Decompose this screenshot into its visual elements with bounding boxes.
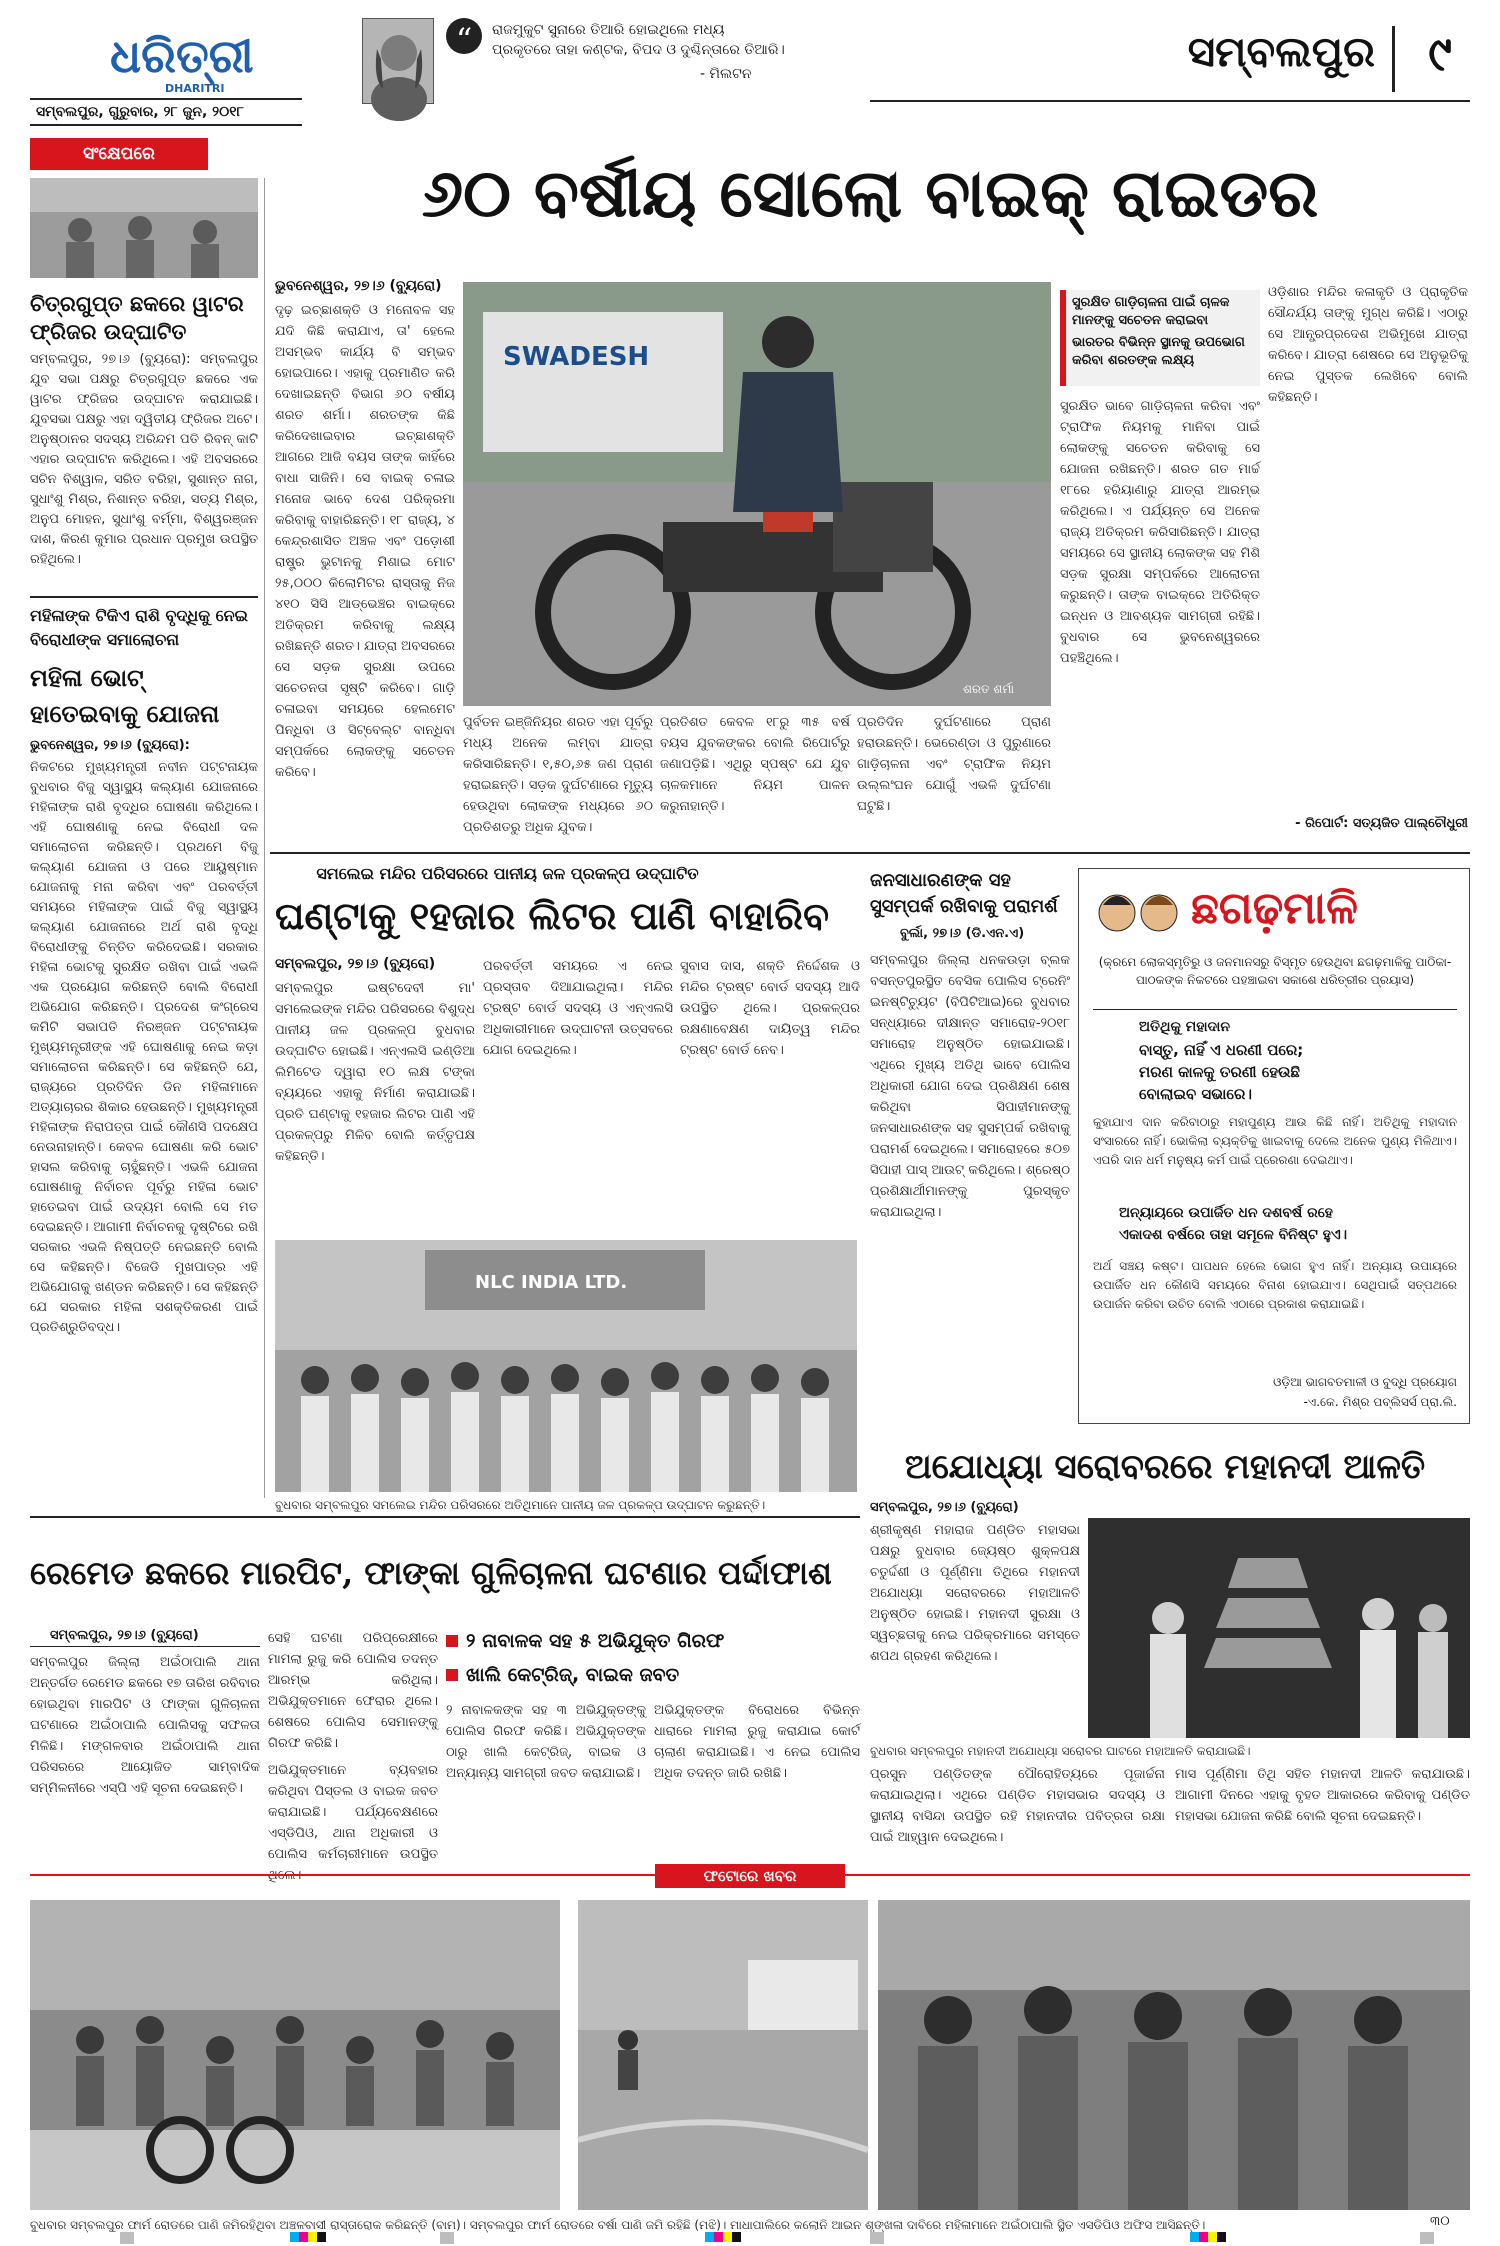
quote-portrait — [362, 18, 434, 104]
water-photo-caption: ବୁଧବାର ସମ୍ବଲପୁର ସମଲେଇ ମନ୍ଦିର ପରିସରରେ ଅତିଥିମାନେ ପାନୀୟ ଜଳ ପ୍ରକଳ୍ପ ଉଦ୍‌ଘାଟନ କରୁଛନ୍ତି। — [275, 1498, 766, 1512]
women-protest-photo-image — [878, 1900, 1470, 2210]
column-credit1: ଓଡ଼ିଆ ଭାଗବତମାଳୀ ଓ ବୁଦ୍ଧି ପ୍ରୟୋଗ — [1273, 1375, 1457, 1389]
photo-news-caption: ବୁଧବାର ସମ୍ବଲପୁର ଫାର୍ମ ରୋଡରେ ପାଣି ଜମିରହିଥିବା ଅଞ୍ଚଳବାସୀ ରାସ୍ତାରୋକ କରିଛନ୍ତି (ବାମ)। ସମ୍ବଲପୁର ଫାର୍ମ ରୋଡରେ ବର୍ଷା ପାଣି ଜମି ରହିଛି (ମଝି)। ମାଧାପାଲିରେ କଲୋନି ଆଇନ ଶୃଙ୍ଖଳା ଦାବିରେ ମହିଳାମାନେ ଅଇଁଠାପାଲି ସ୍ଥିତ ଏସଡିପିଓ ଅଫିସ ଆସିଛନ୍ତି। — [30, 2218, 1206, 2232]
column-cartoon-icon — [1089, 883, 1189, 947]
water-photo — [275, 1240, 857, 1492]
column-verse1d: ବୋଲାଇବ ସଭାରେ। — [1139, 1085, 1253, 1103]
sidebar-story2-headline: ମହିଳା ଭୋଟ୍ ହାତେଇବାକୁ ଯୋଜନା — [30, 663, 220, 728]
sidebar-divider — [30, 596, 258, 598]
crime-bullet1 — [446, 1626, 860, 1656]
crime-body5: ଅଭିଯୁକ୍ତମାନେ ବ୍ୟବହାର କରିଥିବା ପିସ୍ତଲ ଓ ବାଇକ ଜବତ କରାଯାଇଛି। ପର୍ଯ୍ୟବେକ୍ଷଣରେ ଏସ୍‌ଡିପିଓ, ଥାନା ଅଧିକାରୀ ଓ ପୋଲିସ କର୍ମଚାରୀମାନେ ଉପସ୍ଥିତ — [268, 1763, 438, 1862]
lead-col1: ଦୃଢ଼ ଇଚ୍ଛାଶକ୍ତି ଓ ମନୋବଳ ସହ ଯଦି କିଛି କରାଯାଏ, ତା' ହେଲେ ଅସମ୍ଭବ କାର୍ଯ୍ୟ ବି ସମ୍ଭବ ହୋଇପାରେ। ଏହାକୁ ପ୍ରମାଣିତ କରି ଦେଖାଇଛନ୍ତି ବିଭାଗ ୬୦ ବର୍ଷୀୟ ଶରତ ଶର୍ମା। ଶରତଙ୍କ କିଛି କରିଦେଖାଇବାର ଇଚ୍ଛାଶକ୍ତି ଆଗରେ ଆଜି ବୟସ ତାଙ୍କ କାହିଁରେ ବାଧା ସାଜିନି। ସେ ବାଇକ୍ ଚଳାଇ ମନୋଜ ଭାବେ ଦେଶ ପରିକ୍ରମା କରିବାକୁ ବାହାରିଛନ୍ତି। ୧୮ ରାଜ୍ୟ, ୪ କେନ୍ଦ୍ରଶାସିତ ଅଞ୍ଚଳ ଏବଂ ପଡ଼ୋଶୀ ରାଷ୍ଟ୍ର ଭୁଟାନକୁ ମିଶାଇ ମୋଟ ୨୫,୦୦୦ କିଲୋମିଟର ରାସ୍ତାକୁ ନିଜ ୪୧୦ ସିସି ଆଡ୍‌ଭେଞ୍ଚର ବାଇକ୍‌ରେ ଅତିକ୍ରମ କରିବାକୁ ଲକ୍ଷ୍ୟ ରଖିଛନ୍ତି ଶରତ। ଯାତ୍ରା ଅବସରରେ ସେ ସଡ଼କ ସୁରକ୍ଷା ଉପରେ ସଚେତନତା ସୃଷ୍ଟି କରିବେ। ଗାଡ଼ି ଚଳାଇବା ସମୟରେ ହେଲମେଟ ପିନ୍ଧିବା ଓ ସିଟ୍‌ବେଲ୍ଟ ବାନ୍ଧିବା ସମ୍ପର୍କରେ ଲୋକଙ୍କୁ ସଚେତନ କରିବେ। — [275, 303, 455, 780]
ayodhya-headline: ଅଯୋଧ୍ୟା ସରୋବରରେ ମହାନଦୀ ଆଳତି — [904, 1447, 1426, 1487]
registration-mark-2 — [705, 2232, 741, 2242]
footer-page-code: ୩୦ — [1430, 2214, 1450, 2229]
ayodhya-body2: ପ୍ରସୁନ ପଣ୍ଡିତଙ୍କ ପୌରୋହିତ୍ୟରେ ପୂଜାର୍ଚ୍ଚନା କରାଯାଇଥିଲା। ଏଥିରେ ପଣ୍ଡିତ ମହାସଭାର ସଦସ୍ୟ ଓ ସ୍ଥାନୀୟ ବାସିନ୍ଦା ଉପସ୍ଥିତ ରହି ମହାନଦୀର ପବିତ୍ରତା ରକ୍ଷା ପାଇଁ ଆହ୍ୱାନ ଦେଇଥିଲେ। — [870, 1767, 1165, 1845]
logo: ଧରିତ୍ରୀ — [110, 29, 254, 83]
registration-gray-1 — [120, 2232, 134, 2244]
registration-gray-3 — [870, 2232, 884, 2244]
crime-top-rule — [30, 1516, 860, 1518]
quote-line-1: ରାଜମୁକୁଟ ସୁନାରେ ତିଆରି ହୋଇଥିଲେ ମଧ୍ୟ — [492, 22, 725, 38]
crime-dateline: ସମ୍ବଲପୁର, ୨୭।୬ (ବ୍ୟୁରୋ) — [50, 1628, 199, 1643]
column-verse1c: ମରଣ କାଳକୁ ତରଣୀ ହେଉଛି — [1139, 1063, 1300, 1081]
registration-marks — [0, 2232, 1500, 2246]
dateline-bar: ସମ୍ବଲପୁର, ଗୁରୁବାର, ୨୮ ଜୁନ, ୨୦୧୮ — [30, 98, 302, 126]
crime-body1: ସମ୍ବଲପୁର ଜିଲ୍ଲା ଅଇଁଠାପାଲି ଥାନା ଅନ୍ତର୍ଗତ ରେମେଡ ଛକରେ ୧୭ ତାରିଖ ରବିବାର ହୋଇଥିବା ମାରପିଟ ଓ ଫାଙ୍କା ଗୁଳିଚାଳନା ଘଟଣାରେ ଅଇଁଠାପାଲି ପୋଲିସକୁ ସଫଳତା ମିଳିଛି। ମଙ୍ଗଳବାର ଅଇଁଠାପାଲି ଥାନା ପରିସରରେ ଆୟୋଜିତ ସାମ୍ବାଦିକ ସମ୍ମିଳନୀରେ ଏସ୍‌ପି ଏହି ସୂଚନା ଦେଇଛନ୍ତି। — [30, 1655, 260, 1796]
crime-body4: ଅଭିଯୁକ୍ତଙ୍କ ବିରୋଧରେ ବିଭିନ୍ନ ଧାରାରେ ମାମଲା ରୁଜୁ କରାଯାଇ କୋର୍ଟ ଚାଲାଣ କରାଯାଇଛି। ଏ ନେଇ ପୋଲିସ ଅଧିକ ତଦନ୍ତ ଜାରି ରଖିଛି। — [654, 1703, 860, 1781]
quote-mark-icon: “ — [446, 18, 482, 54]
highlight-line-1: ସୁରକ୍ଷିତ ଗାଡ଼ିଚାଳନା ପାଇଁ ଚାଳକ ମାନଙ୍କୁ ସଚେତନ କରାଇବା — [1072, 295, 1230, 328]
lead-report-credit: - ରିପୋର୍ଟ: ସତ୍ୟଜିତ ପାଲ୍‌ଚୌଧୁରୀ — [1295, 816, 1468, 831]
column-rule — [1093, 1009, 1457, 1010]
column-verse1b: ବାସ୍ତୁ, ନାହିଁ ଏ ଧରଣୀ ପରେ; — [1139, 1041, 1304, 1059]
ayodhya-photo — [1088, 1518, 1470, 1738]
column-box — [1078, 868, 1470, 1424]
section-title: ସମ୍ବଲପୁର — [1187, 27, 1375, 76]
sidebar-story2-dateline: ଭୁବନେଶ୍ୱର, ୨୭।୬ (ବ୍ୟୁରୋ): — [30, 738, 190, 753]
column-body2: ଅର୍ଥ ସଞ୍ଚୟ କଷ୍ଟ। ପାପଧନ ହେଲେ ଭୋଗ ହୁଏ ନାହିଁ। ଅନ୍ୟାୟ ଉପାୟରେ ଉପାର୍ଜିତ ଧନ କୌଣସି ସମୟରେ ବିନାଶ ହୋଇଯାଏ। ସେଥିପାଇଁ ସତ୍‌ପଥରେ ଉପାର୍ଜନ କରିବା ଉଚିତ ବୋଲି ଏଠାରେ ପ୍ରକାଶ କରାଯାଇଛି। — [1093, 1259, 1457, 1311]
column-intro: (କ୍ରମେ ଲୋକସ୍ମୃତିରୁ ଓ ଜନମାନସରୁ ବିସ୍ମୃତ ହେଉଥିବା ଛଗଢ଼ମାଳିକୁ ପାଠିକା-ପାଠକଙ୍କ ନିକଟରେ ପହଞ୍ଚାଇବା ସକାଶେ ଧରିତ୍ରୀର ପ୍ରୟାସ) — [1098, 955, 1452, 987]
lead-col6: ଓଡ଼ିଶାର ମନ୍ଦିର କଳାକୃତି ଓ ପ୍ରାକୃତିକ ସୌନ୍ଦର୍ଯ୍ୟ ତାଙ୍କୁ ମୁଗ୍ଧ କରିଛି। ଏଠାରୁ ସେ ଆନ୍ଧ୍ରପ୍ରଦେଶ ଅଭିମୁଖେ ଯାତ୍ରା କରିବେ। ଯାତ୍ରା ଶେଷରେ ସେ ଅନୁଭୂତିକୁ ନେଇ ପୁସ୍ତକ ଲେଖିବେ ବୋଲି କହିଛନ୍ତି। — [1268, 285, 1468, 405]
photo-news-left — [30, 1900, 560, 2210]
masthead — [0, 0, 1500, 125]
road-block-photo-image — [30, 1900, 560, 2210]
crime-bullet2 — [446, 1660, 860, 1690]
lead-photo-sign: SWADESH — [503, 342, 650, 372]
sidebar-story2-body: ନିକଟରେ ମୁଖ୍ୟମନ୍ତ୍ରୀ ନବୀନ ପଟ୍ଟନାୟକ ବୁଧବାର ବିଜୁ ସ୍ୱାସ୍ଥ୍ୟ କଲ୍ୟାଣ ଯୋଜନାରେ ମହିଳାଙ୍କ ରାଶି ବୃଦ୍ଧିର ଘୋଷଣା କରିଥିଲେ। ଏହି ଘୋଷଣାକୁ ନେଇ ବିରୋଧୀ ଦଳ ସମାଲୋଚନା କରିଛନ୍ତି। ପ୍ରଥମେ ବିଜୁ କଲ୍ୟାଣ ଯୋଜନା ଓ ପରେ ଆୟୁଷ୍ମାନ ଯୋଜନାକୁ ମନା କରିବା ଏବଂ ପରବର୍ତ୍ତୀ ସମୟରେ ମହିଳାଙ୍କ ପାଇଁ ବିଜୁ ସ୍ୱାସ୍ଥ୍ୟ କଲ୍ୟାଣ ଯୋଜନାରେ ଅର୍ଥ ରାଶି ବୃଦ୍ଧି ବିରୋଧୀଙ୍କୁ ଚିନ୍ତିତ କରିଦେଇଛି। ସରକାର ମହିଳା ଭୋଟକୁ ସୁରକ୍ଷିତ ରଖିବା ପାଇଁ ଏଭଳି ଏକ ପ୍ରୟୋଗ କରିଛନ୍ତି ବୋଲି ବିରୋଧୀ ଅଭିଯୋଗ କରିଛନ୍ତି। ପ୍ରଦେଶ କଂଗ୍ରେସ କମିଟି ସଭାପତି ନିରଞ୍ଜନ ପଟ୍ଟନାୟକ ମୁଖ୍ୟମନ୍ତ୍ରୀଙ୍କ ଏହି ଘୋଷଣାକୁ ନେଇ କଡ଼ା ସମାଲୋଚନା କରିଛନ୍ତି। ସେ କହିଛନ୍ତି ଯେ, ରାଜ୍ୟରେ ପ୍ରତିଦିନ ଡିନ ମହିଳାମାନେ ଅତ୍ୟାଚାରର ଶିକାର ହେଉଛନ୍ତି। ମୁଖ୍ୟମନ୍ତ୍ରୀ ମହିଳାଙ୍କ ନିରାପତ୍ତା ପାଇଁ କୌଣସି ପଦକ୍ଷେପ ନେଉନାହାନ୍ତି। କେବଳ ଘୋଷଣା କରି ଭୋଟ ହାସଲ କରିବାକୁ ଚାହୁଁଛନ୍ତି। ଏଭଳି ଯୋଜନା ଘୋଷଣାକୁ ନିର୍ବାଚନ ପୂର୍ବରୁ ମହିଳା ଭୋଟ ହାତେଇବା ପାଇଁ ଉଦ୍ୟମ ବୋଲି ସେ ମତ ଦେଇଛନ୍ତି। ଆଗାମୀ ନିର୍ବାଚନକୁ ଦୃଷ୍ଟିରେ ରଖି ସରକାର ଏଭଳି ନିଷ୍ପତ୍ତି ନେଇଛନ୍ତି ବୋଲି ସେ କହିଛନ୍ତି। ବିଜେଡି ମୁଖପାତ୍ର ଏହି ଅଭିଯୋଗକୁ ଖଣ୍ଡନ କରିଛନ୍ତି। ସେ କହିଛନ୍ତି ଯେ ସରକାର ମହିଳା ସଶକ୍ତିକରଣ ପାଇଁ ପ୍ରତିଶ୍ରୁତିବଦ୍ଧ। — [30, 760, 258, 1335]
lead-col2: ପୁର୍ବତନ ଇଞ୍ଜିନିୟର ଶରତ ଏହା ପୂର୍ବରୁ ମଧ୍ୟ ଅନେକ ଲମ୍ବା ଯାତ୍ରା କରିସାରିଛନ୍ତି। ୧,୫୦,୬୫ ଜଣ ପ୍ରାଣ ହରାଇଛନ୍ତି। ସଡ଼କ ଦୁର୍ଘଟଣାରେ ମୃତ୍ୟୁ ହେଉଥିବା ଲୋକଙ୍କ ମଧ୍ୟରେ ୬୦ ପ୍ରତିଶତରୁ ଅଧିକ ଯୁବକ। — [463, 715, 653, 835]
lead-bottom-rule — [270, 852, 1470, 854]
registration-gray-4 — [1420, 2232, 1434, 2244]
masthead-rule — [870, 100, 1470, 102]
sidebar-label: ସଂକ୍ଷେପରେ — [30, 138, 208, 170]
police-dateline: ବୁର୍ଲା, ୨୭।୬ (ଡି.ଏନ.ଏ) — [900, 926, 1025, 941]
crime-dateline-rule — [30, 1646, 260, 1647]
water-body2: ପରବର୍ତ୍ତୀ ସମୟରେ ଏ ନେଇ ପ୍ରସ୍ତାବ ଦିଆଯାଇଥିଲା। ମନ୍ଦିର ଟ୍ରଷ୍ଟ ବୋର୍ଡ ସଦସ୍ୟ ଓ ଏନ୍‌ଏଲସି ଅଧିକାରୀମାନେ ଉଦ୍‌ଘାଟନୀ ଉତ୍ସବରେ ଯୋଗ ଦେଇଥିଲେ। — [483, 959, 673, 1058]
page-number: ୯ — [1428, 26, 1452, 82]
quote-author: - ମିଲଟନ — [700, 66, 752, 82]
registration-mark-1 — [290, 2232, 326, 2242]
column-credit2: -ଏ.କେ. ମିଶ୍ର ପବ୍ଲିସର୍ସ ପ୍ରା.ଲି. — [1303, 1395, 1457, 1409]
sidebar-story1-body: ସମ୍ବଲପୁର, ୨୭।୬ (ବ୍ୟୁରୋ): ସମ୍ବଲପୁର ଯୁବ ସଭା ପକ୍ଷରୁ ଚିତ୍ରଗୁପ୍ତ ଛକରେ ଏକ ୱାଟର ଫ୍ରିଜର ଉଦ୍‌ଘାଟନ କରାଯାଇଛି। ଯୁବସଭା ପକ୍ଷରୁ ଏହା ଦ୍ୱିତୀୟ ଫ୍ରିଜର ଅଟେ। ଅନୁଷ୍ଠାନର ସଦସ୍ୟ ଅରିନ୍ଦମ ପତି ରିବନ୍ କାଟି ଏହାର ଉଦ୍‌ଘାଟନ କରିଥିଲେ। ଏହି ଅବସରରେ ସଚିନ ବିଶ୍ୱାଳ, ସରିତ ବରିହା, ସୁଶାନ୍ତ ନାଗ, ସୁଧାଂଶୁ ମିଶ୍ର, ନିଶାନ୍ତ ବରିହା, ସତ୍ୟ ମିଶ୍ର, ଅନୁପ ମୋହନ, ସୁଧାଂଶୁ ବର୍ମ୍ମା, ବିଶ୍ୱରଞ୍ଜନ ଦାଶ, କିରଣ କୁମାର ପ୍ରଧାନ ପ୍ରମୁଖ ଉପସ୍ଥିତ ରହିଥିଲେ। — [30, 352, 258, 567]
registration-mark-3 — [1190, 2232, 1226, 2242]
lead-highlight-box — [1060, 290, 1260, 386]
quote-line-2: ପ୍ରକୃତରେ ତାହା କଣ୍ଟକ, ବିପଦ ଓ ଦୁଶ୍ଚିନ୍ତାରେ ତିଆରି। — [492, 42, 785, 58]
column-verse1a: ଅତିଥିକୁ ମହାଦାନ — [1139, 1019, 1231, 1035]
lead-photo — [463, 282, 1051, 706]
bullet1-text: ୨ ନାବାଳକ ସହ ୫ ଅଭିଯୁକ୍ତ ଗିରଫ — [466, 1630, 725, 1652]
lead-col3: ପ୍ରତିଶତ କେବଳ ୧୮ରୁ ୩୫ ବର୍ଷ ବୟସ ଯୁବକଙ୍କର ବୋଲି ରିପୋର୍ଟରୁ ଜଣାପଡ଼ିଛି। ଏଥିରୁ ସ୍ପଷ୍ଟ ଯେ ଯୁବ ଚାଳକମାନେ ନିୟମ ପାଳନ କରୁନାହାନ୍ତି। — [660, 715, 850, 814]
bullet-square-icon — [446, 1635, 458, 1647]
photo-news-right — [878, 1900, 1470, 2210]
column-title: ଛଗଢ଼ମାଳି — [1191, 883, 1358, 934]
sidebar-story1-headline: ଚିତ୍ରଗୁପ୍ତ ଛକରେ ୱାଟର ଫ୍ରିଜର ଉଦ୍‌ଘାଟିତ — [30, 291, 244, 344]
crime-headline: ରେମେଡ ଛକରେ ମାରପିଟ, ଫାଙ୍କା ଗୁଳିଚାଳନା ଘଟଣାର ପର୍ଦ୍ଦାଫାଶ — [30, 1554, 832, 1592]
portrait-image — [363, 19, 435, 105]
sidebar-story2-kicker: ମହିଳାଙ୍କ ଟିକିଏ ରାଶି ବୃଦ୍ଧିକୁ ନେଇ ବିରୋଧୀଙ୍କ ସମାଲୋଚନା — [30, 606, 248, 649]
highlight-line-2: ଭାରତର ବିଭିନ୍ନ ସ୍ଥାନକୁ ଉପଭୋଗ କରିବା ଶରତଙ୍କ ଲକ୍ଷ୍ୟ — [1072, 335, 1245, 368]
bullet2-text: ଖାଲି କେଟ୍ରିଜ୍, ବାଇକ ଜବତ — [466, 1664, 680, 1686]
aarti-photo-image — [1088, 1518, 1470, 1738]
police-body: ସମ୍ବଲପୁର ଜିଲ୍ଲା ଧନକଉଡ଼ା ବ୍ଲକ ବସନ୍ତପୁରସ୍ଥିତ ବେସିକ ପୋଲିସ ଟ୍ରେନିଂ ଇନଷ୍ଟିଚ୍ୟୁଟ (ବିପିଟିଆଇ)ରେ ବୁଧବାର ସନ୍ଧ୍ୟାରେ ଦୀକ୍ଷାନ୍ତ ସମାରୋହ-୨୦୧୮ ସମାରୋହ ଅନୁଷ୍ଠିତ ହୋଇଯାଇଛି। ଏଥିରେ ମୁଖ୍ୟ ଅତିଥି ଭାବେ ପୋଲିସ ଅଧିକାରୀ ଯୋଗ ଦେଇ ପ୍ରଶିକ୍ଷଣ ଶେଷ କରିଥିବା ସିପାହୀମାନଙ୍କୁ ଜନସାଧାରଣଙ୍କ ସହ ସୁସମ୍ପର୍କ ରଖିବାକୁ ପରାମର୍ଶ ଦେଇଥିଲେ। ସମାରୋହରେ ୫୦୭ ସିପାହୀ ପାସ୍ ଆଉଟ୍ କରିଥିଲେ। ଶ୍ରେଷ୍ଠ ପ୍ରଶିକ୍ଷାର୍ଥୀମାନଙ୍କୁ ପୁରସ୍କୃତ କରାଯାଇଥିଲା। — [870, 953, 1070, 1220]
lead-headline: ୬୦ ବର୍ଷୀୟ ସୋଲୋ ବାଇକ୍ ରାଇଡର — [421, 154, 1319, 232]
water-photo-sign: NLC INDIA LTD. — [475, 1272, 628, 1293]
bullet-square-icon — [446, 1669, 458, 1681]
sidebar-photo — [30, 178, 258, 278]
water-kicker: ସମଲେଇ ମନ୍ଦିର ପରିସରରେ ପାନୀୟ ଜଳ ପ୍ରକଳ୍ପ ଉଦ୍‌ଘାଟିତ — [316, 864, 699, 883]
column-body1: କୁହାଯାଏ ଦାନ କରିବାଠାରୁ ମହାପୁଣ୍ୟ ଆଉ କିଛି ନାହିଁ। ଅତିଥିକୁ ମହାଦାନ ସଂସାରରେ ନାହିଁ। ଭୋକିଲା ବ୍ୟକ୍ତିକୁ ଖାଇବାକୁ ଦେଲେ ଅନେକ ପୁଣ୍ୟ ମିଳିଥାଏ। ଏପରି ଦାନ ଧର୍ମ ମନୁଷ୍ୟ କର୍ମ ପାଇଁ ପ୍ରେରଣା ଦେଇଥାଏ। — [1093, 1115, 1457, 1167]
ayodhya-body3: ମାସ ପୂର୍ଣ୍ଣିମା ତିଥି ସହିତ ମହାନଦୀ ଆଳତି କରାଯାଉଛି। ଆଗାମୀ ଦିନରେ ଏହାକୁ ବୃହତ ଆକାରରେ କରିବାକୁ ପଣ୍ଡିତ ମହାସଭା ଯୋଜନା କରିଛି ବୋଲି ସୂଚନା ଦେଇଛନ୍ତି। — [1175, 1767, 1470, 1824]
photo-news-middle — [578, 1900, 868, 2210]
flooded-road-photo-image — [578, 1900, 868, 2210]
crime-body2: ସେହି ଘଟଣା ପରିପ୍ରେକ୍ଷୀରେ ମାମଲା ରୁଜୁ କରି ପୋଲିସ ତଦନ୍ତ ଆରମ୍ଭ କରିଥିଲା। ଅଭିଯୁକ୍ତମାନେ ଫେରାର ଥିଲେ। ଶେଷରେ ପୋଲିସ ସେମାନଙ୍କୁ ଗିରଫ କରିଛି। — [268, 1631, 438, 1751]
column-verse2a: ଅନ୍ୟାୟରେ ଉପାର୍ଜିତ ଧନ ଦଶବର୍ଷ ରହେ — [1119, 1205, 1333, 1221]
lead-dateline: ଭୁବନେଶ୍ୱର, ୨୭।୬ (ବ୍ୟୁରୋ) — [275, 278, 442, 294]
ayodhya-photo-caption: ବୁଧବାର ସମ୍ବଲପୁର ମହାନଦୀ ଅଯୋଧ୍ୟା ସରୋବର ଘାଟରେ ମହାଆଳତି କରାଯାଇଛି। — [870, 1744, 1251, 1758]
water-body1: ସମ୍ବଲପୁର ଇଷ୍ଟଦେବୀ ମା' ସମଲେଇଙ୍କ ମନ୍ଦିର ପରିସରରେ ବିଶୁଦ୍ଧ ପାନୀୟ ଜଳ ପ୍ରକଳ୍ପ ବୁଧବାର ଉଦ୍‌ଘାଟିତ ହୋଇଛି। ଏନ୍‌ଏଲସି ଇଣ୍ଡିଆ ଲିମିଟେଡ ଦ୍ୱାରା ୧୦ ଲକ୍ଷ ଟଙ୍କା ବ୍ୟୟରେ ଏହାକୁ ନିର୍ମାଣ କରାଯାଇଛି। ପ୍ରତି ଘଣ୍ଟାକୁ ୧ହଜାର ଲିଟର ପାଣି ଏହି ପ୍ରକଳ୍ପରୁ ମିଳିବ ବୋଲି କର୍ତ୍ତୃପକ୍ଷ କହିଛନ୍ତି। — [275, 981, 475, 1164]
water-body3: ସୁବାସ ଦାସ, ଶକ୍ତି ନିର୍ଦ୍ଦେଶକ ଓ ମନ୍ଦିର ଟ୍ରଷ୍ଟ ବୋର୍ଡ ସଦସ୍ୟ ଆଦି ଉପସ୍ଥିତ ଥିଲେ। ପ୍ରକଳ୍ପର ରକ୍ଷଣାବେକ୍ଷଣ ଦାୟିତ୍ୱ ମନ୍ଦିର ଟ୍ରଷ୍ଟ ବୋର୍ଡ ନେବ। — [680, 959, 860, 1058]
lead-col4: ପ୍ରତିଦିନ ଦୁର୍ଘଟଣାରେ ପ୍ରାଣ ହରାଉଛନ୍ତି। ଭେରେଣ୍ଡା ଓ ପୁରୁଣାରେ ଗାଡ଼ିଚାଳନା ଏବଂ ଟ୍ରାଫିକ ନିୟମ ଉଲ୍ଲଂଘନ ଯୋଗୁଁ ଏଭଳି ଦୁର୍ଘଟଣା ଘଟୁଛି। — [857, 715, 1051, 814]
section-divider — [1392, 26, 1395, 92]
ayodhya-dateline: ସମ୍ବଲପୁର, ୨୭।୬ (ବ୍ୟୁରୋ) — [870, 1500, 1019, 1515]
column-verse2b: ଏକାଦଶ ବର୍ଷରେ ତାହା ସମୂଳେ ବିନିଷ୍ଟ ହୁଏ। — [1119, 1227, 1348, 1243]
sidebar-column-rule — [264, 178, 265, 1498]
water-dateline: ସମ୍ବଲପୁର, ୨୭।୬ (ବ୍ୟୁରୋ) — [275, 956, 436, 972]
police-headline: ଜନସାଧାରଣଙ୍କ ସହ ସୁସମ୍ପର୍କ ରଖିବାକୁ ପରାମର୍ଶ — [870, 870, 1058, 917]
lead-photo-credit: ଶରତ ଶର୍ମା — [963, 682, 1015, 696]
ayodhya-body1: ଶ୍ରୀକୃଷ୍ଣ ମହାରାଜ ପଣ୍ଡିତ ମହାସଭା ପକ୍ଷରୁ ବୁଧବାର ଜ୍ୟେଷ୍ଠ ଶୁକ୍ଳପକ୍ଷ ଚତୁର୍ଦ୍ଦଶୀ ଓ ପୂର୍ଣ୍ଣିମା ତିଥିରେ ମହାନଦୀ ଅଯୋଧ୍ୟା ସରୋବରରେ ମହାଆଳତି ଅନୁଷ୍ଠିତ ହୋଇଛି। ମହାନଦୀ ସୁରକ୍ଷା ଓ ସ୍ୱଚ୍ଛତାକୁ ନେଇ ପରିକ୍ରମାରେ ସମସ୍ତେ ଶପଥ ଗ୍ରହଣ କରିଥିଲେ। — [870, 1523, 1080, 1664]
crime-body3: ୨ ନାବାଳକଙ୍କ ସହ ୩ ଅଭିଯୁକ୍ତଙ୍କୁ ପୋଲିସ ଗିରଫ କରିଛି। ଅଭିଯୁକ୍ତଙ୍କ ଠାରୁ ଖାଲି କେଟ୍ରିଜ୍, ବାଇକ ଓ ଅନ୍ୟାନ୍ୟ ସାମଗ୍ରୀ ଜବତ କରାଯାଇଛି। — [446, 1703, 646, 1781]
water-headline: ଘଣ୍ଟାକୁ ୧ହଜାର ଲିଟର ପାଣି ବାହାରିବ — [275, 893, 829, 938]
lead-col5: ସୁରକ୍ଷିତ ଭାବେ ଗାଡ଼ିଚାଳନା କରିବା ଏବଂ ଟ୍ରାଫିକ ନିୟମକୁ ମାନିବା ପାଇଁ ଲୋକଙ୍କୁ ସଚେତନ କରିବାକୁ ସେ ଯୋଜନା ରଖିଛନ୍ତି। ଶରତ ଗତ ମାର୍ଚ୍ଚ ୧୮ରେ ହରିୟାଣାରୁ ଯାତ୍ରା ଆରମ୍ଭ କରିଥିଲେ। ଏ ପର୍ଯ୍ୟନ୍ତ ସେ ଅନେକ ରାଜ୍ୟ ଅତିକ୍ରମ କରିସାରିଛନ୍ତି। ଯାତ୍ରା ସମୟରେ ସେ ସ୍ଥାନୀୟ ଲୋକଙ୍କ ସହ ମିଶି ସଡ଼କ ସୁରକ୍ଷା ସମ୍ପର୍କରେ ଆଲୋଚନା କରୁଛନ୍ତି। ତାଙ୍କ ବାଇକ୍‌ରେ ଅତିରିକ୍ତ ଇନ୍ଧନ ଓ ଆବଶ୍ୟକ ସାମଗ୍ରୀ ରହିଛି। ବୁଧବାର ସେ ଭୁବନେଶ୍ୱରରେ ପହଞ୍ଚିଥିଲେ। — [1060, 399, 1260, 666]
photo-news-label: ଫଟୋରେ ଖବର — [655, 1864, 845, 1888]
logo-subtitle: DHARITRI — [165, 82, 225, 95]
registration-gray-2 — [440, 2232, 454, 2244]
